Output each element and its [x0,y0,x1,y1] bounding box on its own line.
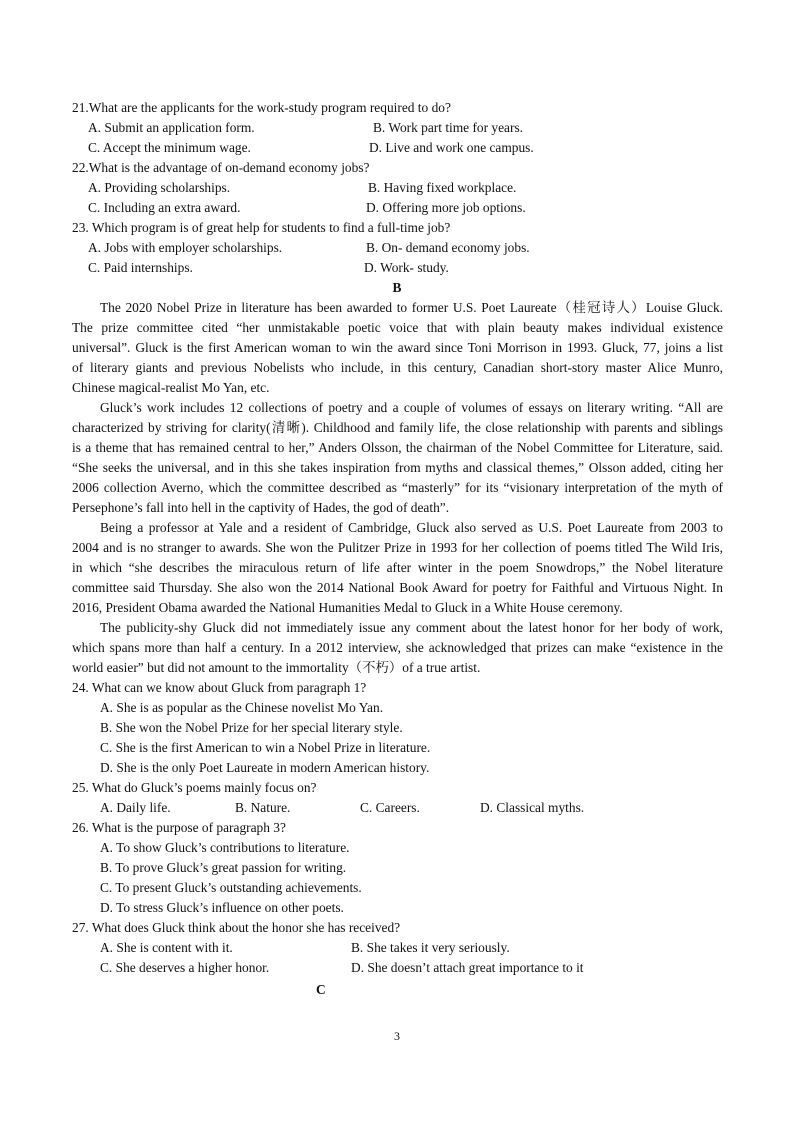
passage-paragraph-1-line: Chinese magical-realist Mo Yan, etc. [72,380,270,395]
question-23-option-d: D. Work- study. [364,260,449,275]
section-b-heading: B [392,280,402,295]
question-23-option-b: B. On- demand economy jobs. [366,240,530,255]
question-26-option-b: B. To prove Gluck’s great passion for writing. [100,860,347,875]
question-25-option-d: D. Classical myths. [480,800,585,815]
passage-paragraph-4-line: The publicity-shy Gluck did not immediately issue any comment about the latest honor for her body of work, [100,620,723,635]
question-23-option-a: A. Jobs with employer scholarships. [88,240,283,255]
question-22-option-a: A. Providing scholarships. [88,180,231,195]
passage-paragraph-1-line: The 2020 Nobel Prize in literature has been awarded to former U.S. Poet Laureate（桂冠诗人）Louise Gluck. [100,300,723,315]
passage-paragraph-3-line: Being a professor at Yale and a resident of Cambridge, Gluck also served as U.S. Poet Laureate from 2003 to [100,520,723,535]
question-22-option-c: C. Including an extra award. [88,200,241,215]
question-24-option-b: B. She won the Nobel Prize for her special literary style. [100,720,403,735]
question-21-stem: 21.What are the applicants for the work-study program required to do? [72,100,451,115]
section-c-heading: C [316,982,326,997]
passage-paragraph-2-line: Gluck’s work includes 12 collections of poetry and a couple of volumes of essays on literary writing. “All are [100,400,723,415]
passage-paragraph-4-line: world easier” but did not amount to the immortality（不朽）of a true artist. [72,660,481,675]
question-21-option-c: C. Accept the minimum wage. [88,140,251,155]
passage-paragraph-1-line: of literary giants and previous Nobelists who include, in this century, Canadian short-story master Alice Munro, [72,360,723,375]
question-25-stem: 25. What do Gluck’s poems mainly focus on? [72,780,317,795]
question-23-stem: 23. Which program is of great help for students to find a full-time job? [72,220,451,235]
question-26-option-c: C. To present Gluck’s outstanding achievements. [100,880,362,895]
passage-paragraph-2-line: characterized by striving for clarity(清晰). Childhood and family life, the close relationship with parents and siblings [72,420,723,435]
passage-paragraph-4-line: which spans more than half a century. In a 2012 interview, she acknowledged that prizes can make “existence in the [72,640,723,655]
passage-paragraph-3-line: 2016, President Obama awarded the National Humanities Medal to Gluck in a White House ceremony. [72,600,623,615]
passage-paragraph-3-line: in which “she describes the miraculous return of life after winter in the poem Snowdrops,” the Nobel literature [72,560,723,575]
question-27-option-b: B. She takes it very seriously. [351,940,510,955]
passage-paragraph-2-line: “She seeks the universal, and in this she takes inspiration from myths and classical themes,” Olsson added, citing her [72,460,723,475]
question-22-option-b: B. Having fixed workplace. [368,180,517,195]
passage-paragraph-2-line: 2006 collection Averno, which the committee described as “masterly” for its “visionary interpretation of the myth of [72,480,723,495]
question-21-option-a: A. Submit an application form. [88,120,255,135]
question-22-option-d: D. Offering more job options. [366,200,526,215]
question-27-option-d: D. She doesn’t attach great importance to it [351,960,584,975]
passage-paragraph-2-line: Persephone’s fall into hell in the captivity of Hades, the god of death”. [72,500,450,515]
question-25-option-a: A. Daily life. [100,800,171,815]
page-number: 3 [394,1029,400,1043]
question-25-option-c: C. Careers. [360,800,420,815]
question-27-option-a: A. She is content with it. [100,940,233,955]
question-27-stem: 27. What does Gluck think about the honor she has received? [72,920,401,935]
question-21-option-d: D. Live and work one campus. [369,140,534,155]
question-23-option-c: C. Paid internships. [88,260,193,275]
question-22-stem: 22.What is the advantage of on-demand economy jobs? [72,160,370,175]
passage-paragraph-2-line: is a theme that has remained central to her,” Anders Olsson, the chairman of the Nobel Committee for Literature, said. [72,440,723,455]
question-27-option-c: C. She deserves a higher honor. [100,960,270,975]
question-21-option-b: B. Work part time for years. [373,120,524,135]
question-24-option-a: A. She is as popular as the Chinese novelist Mo Yan. [100,700,384,715]
question-24-option-d: D. She is the only Poet Laureate in modern American history. [100,760,430,775]
question-26-stem: 26. What is the purpose of paragraph 3? [72,820,286,835]
question-24-option-c: C. She is the first American to win a Nobel Prize in literature. [100,740,431,755]
question-25-option-b: B. Nature. [235,800,291,815]
passage-paragraph-1-line: The prize committee cited “her unmistakable poetic voice that with plain beauty makes individual existence [72,320,723,335]
passage-paragraph-3-line: 2004 and is no stranger to awards. She won the Pulitzer Prize in 1993 for her collection of poems titled The Wild Iris, [72,540,723,555]
question-26-option-d: D. To stress Gluck’s influence on other poets. [100,900,344,915]
question-24-stem: 24. What can we know about Gluck from paragraph 1? [72,680,367,695]
passage-paragraph-1-line: universal”. Gluck is the first American woman to win the award since Toni Morrison in 1993. Gluck, 77, joins a list [72,340,723,355]
question-26-option-a: A. To show Gluck’s contributions to literature. [100,840,350,855]
passage-paragraph-3-line: committee said Thursday. She also won the 2014 National Book Award for poetry for Faithful and Virtuous Night. In [72,580,723,595]
